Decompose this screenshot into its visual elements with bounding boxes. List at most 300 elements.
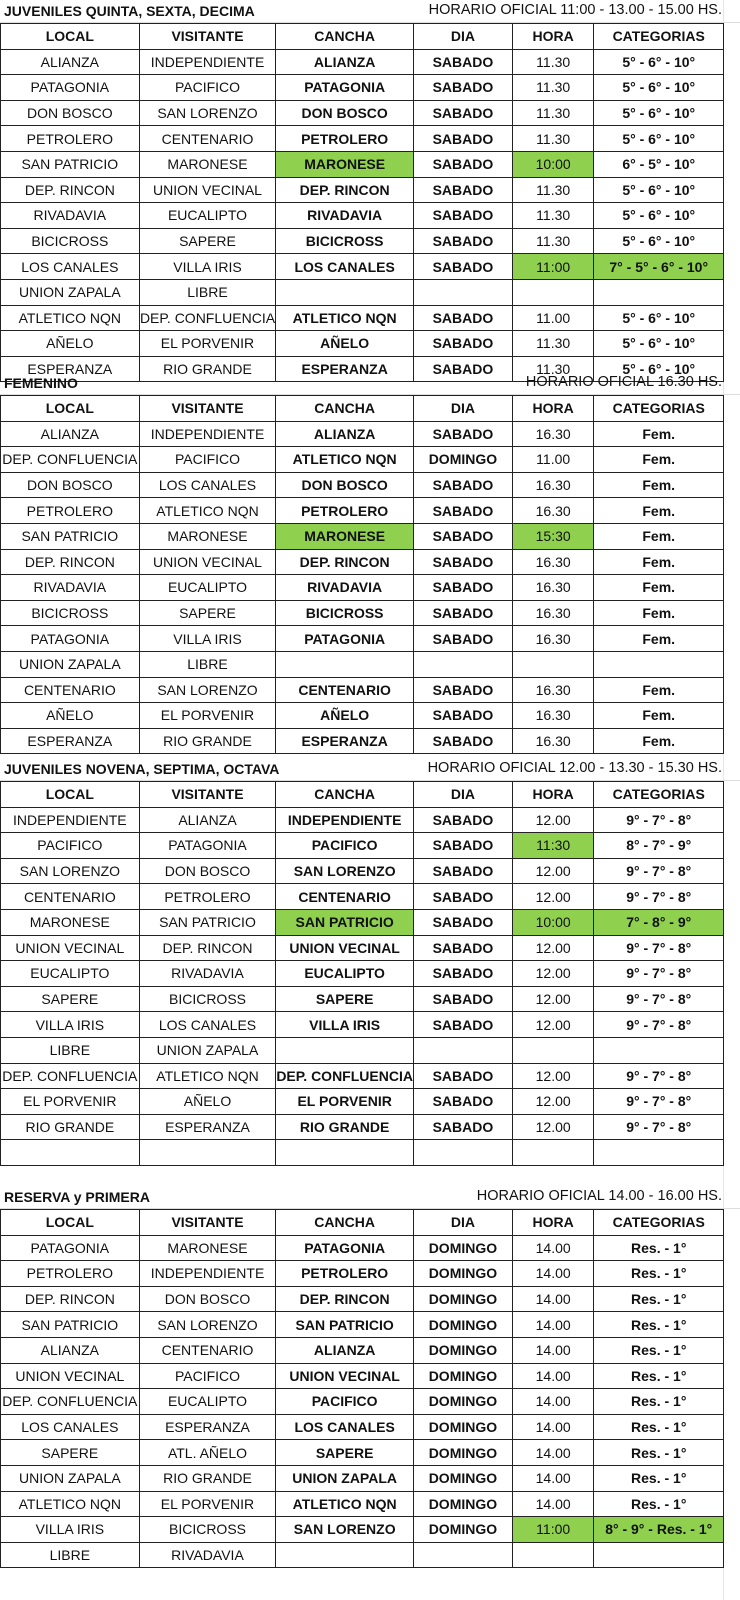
column-header-dia: DIA	[413, 24, 512, 50]
cell-visitante: BICICROSS	[139, 986, 276, 1012]
cell-dia: DOMINGO	[413, 1440, 512, 1466]
table-row	[1, 961, 724, 987]
table-row	[1, 1089, 724, 1115]
table-row	[1, 1517, 724, 1543]
cell-dia: SABADO	[413, 703, 512, 729]
cell-visitante: CENTENARIO	[139, 1337, 276, 1363]
section-title-bar	[0, 372, 740, 395]
cell-local: ATLETICO NQN	[1, 305, 140, 331]
cell-categorias: Res. - 1°	[594, 1235, 724, 1261]
cell-hora: 12.00	[512, 1012, 594, 1038]
cell-dia: DOMINGO	[413, 1465, 512, 1491]
cell-visitante: PATAGONIA	[139, 833, 276, 859]
cell-visitante: UNION VECINAL	[139, 549, 276, 575]
cell-local: DEP. RINCON	[1, 1286, 140, 1312]
cell-local: UNION ZAPALA	[1, 651, 140, 677]
cell-hora: 12.00	[512, 1114, 594, 1140]
column-header-categorias: CATEGORIAS	[594, 1210, 724, 1236]
cell-cancha: PETROLERO	[276, 498, 414, 524]
cell-categorias: 9° - 7° - 8°	[594, 1089, 724, 1115]
cell-categorias	[594, 1037, 724, 1063]
cell-categorias	[594, 651, 724, 677]
cell-categorias: 8° - 7° - 9°	[594, 833, 724, 859]
cell-visitante: VILLA IRIS	[139, 254, 276, 280]
cell-hora: 14.00	[512, 1363, 594, 1389]
cell-visitante: UNION ZAPALA	[139, 1037, 276, 1063]
column-header-visitante: VISITANTE	[139, 1210, 276, 1236]
cell-categorias: Res. - 1°	[594, 1414, 724, 1440]
cell-cancha: ATLETICO NQN	[276, 1491, 414, 1517]
cell-hora	[512, 1140, 594, 1166]
cell-cancha: DEP. CONFLUENCIA	[276, 1063, 414, 1089]
section-title-bar	[0, 0, 740, 23]
cell-visitante: DEP. CONFLUENCIA	[139, 305, 276, 331]
cell-cancha: MARONESE	[276, 523, 414, 549]
cell-dia: SABADO	[413, 884, 512, 910]
cell-local: PATAGONIA	[1, 626, 140, 652]
table-row	[1, 1312, 724, 1338]
cell-categorias: Res. - 1°	[594, 1491, 724, 1517]
cell-cancha: RIVADAVIA	[276, 203, 414, 229]
cell-visitante: PACIFICO	[139, 1363, 276, 1389]
cell-visitante: EUCALIPTO	[139, 575, 276, 601]
cell-cancha: EL PORVENIR	[276, 1089, 414, 1115]
cell-local: BICICROSS	[1, 228, 140, 254]
cell-cancha: LOS CANALES	[276, 254, 414, 280]
cell-hora: 12.00	[512, 858, 594, 884]
cell-dia: SABADO	[413, 728, 512, 754]
cell-categorias: Fem.	[594, 447, 724, 473]
schedule-section	[0, 372, 740, 754]
cell-local: DEP. RINCON	[1, 549, 140, 575]
cell-cancha: ALIANZA	[276, 421, 414, 447]
cell-categorias	[594, 279, 724, 305]
cell-visitante: UNION VECINAL	[139, 177, 276, 203]
cell-dia: SABADO	[413, 600, 512, 626]
cell-dia	[413, 1037, 512, 1063]
cell-categorias: Res. - 1°	[594, 1440, 724, 1466]
table-row	[1, 472, 724, 498]
cell-cancha: PETROLERO	[276, 1261, 414, 1287]
cell-local: PACIFICO	[1, 833, 140, 859]
column-header-cancha: CANCHA	[276, 782, 414, 808]
cell-categorias: Fem.	[594, 600, 724, 626]
cell-hora: 11.30	[512, 177, 594, 203]
cell-local: ALIANZA	[1, 1337, 140, 1363]
cell-visitante: PACIFICO	[139, 75, 276, 101]
section-title-bar	[0, 758, 740, 781]
table-row	[1, 1337, 724, 1363]
cell-categorias: 9° - 7° - 8°	[594, 807, 724, 833]
cell-visitante: ESPERANZA	[139, 1414, 276, 1440]
cell-local: CENTENARIO	[1, 884, 140, 910]
cell-dia	[413, 651, 512, 677]
cell-hora: 16.30	[512, 626, 594, 652]
cell-visitante: RIO GRANDE	[139, 728, 276, 754]
cell-local: PETROLERO	[1, 1261, 140, 1287]
cell-categorias: 5° - 6° - 10°	[594, 356, 724, 382]
cell-categorias: Fem.	[594, 498, 724, 524]
cell-categorias: Fem.	[594, 523, 724, 549]
cell-local: DEP. CONFLUENCIA	[1, 1389, 140, 1415]
table-row	[1, 884, 724, 910]
cell-categorias: 5° - 6° - 10°	[594, 75, 724, 101]
cell-dia: DOMINGO	[413, 1414, 512, 1440]
cell-visitante: AÑELO	[139, 1089, 276, 1115]
cell-dia: DOMINGO	[413, 1389, 512, 1415]
cell-categorias: 7° - 5° - 6° - 10°	[594, 254, 724, 280]
cell-visitante: RIVADAVIA	[139, 961, 276, 987]
cell-local: DEP. RINCON	[1, 177, 140, 203]
table-row	[1, 1261, 724, 1287]
column-header-cancha: CANCHA	[276, 396, 414, 422]
cell-categorias: 9° - 7° - 8°	[594, 1114, 724, 1140]
schedule-section	[0, 1186, 740, 1568]
cell-local: CENTENARIO	[1, 677, 140, 703]
cell-dia: SABADO	[413, 203, 512, 229]
table-row	[1, 807, 724, 833]
table-row	[1, 279, 724, 305]
table-row	[1, 909, 724, 935]
column-header-local: LOCAL	[1, 782, 140, 808]
cell-dia: DOMINGO	[413, 1337, 512, 1363]
cell-local: EL PORVENIR	[1, 1089, 140, 1115]
fixture-table	[0, 1209, 724, 1568]
cell-hora: 11.30	[512, 100, 594, 126]
cell-cancha: CENTENARIO	[276, 884, 414, 910]
cell-categorias	[594, 1542, 724, 1568]
cell-local: UNION VECINAL	[1, 1363, 140, 1389]
cell-cancha: VILLA IRIS	[276, 1012, 414, 1038]
cell-local: PETROLERO	[1, 126, 140, 152]
cell-local: SAN PATRICIO	[1, 151, 140, 177]
cell-categorias: 5° - 6° - 10°	[594, 203, 724, 229]
cell-hora: 16.30	[512, 677, 594, 703]
table-row	[1, 677, 724, 703]
table-row	[1, 1414, 724, 1440]
cell-cancha	[276, 1037, 414, 1063]
cell-hora: 11.30	[512, 75, 594, 101]
cell-categorias: 9° - 7° - 8°	[594, 935, 724, 961]
cell-cancha: DEP. RINCON	[276, 177, 414, 203]
table-row	[1, 728, 724, 754]
cell-hora: 14.00	[512, 1440, 594, 1466]
cell-visitante: LIBRE	[139, 651, 276, 677]
table-row	[1, 1389, 724, 1415]
cell-categorias: 5° - 6° - 10°	[594, 305, 724, 331]
cell-visitante: SAN LORENZO	[139, 1312, 276, 1338]
cell-hora: 14.00	[512, 1491, 594, 1517]
cell-visitante: SAPERE	[139, 228, 276, 254]
cell-cancha: DEP. RINCON	[276, 549, 414, 575]
table-row	[1, 1114, 724, 1140]
cell-cancha: ATLETICO NQN	[276, 447, 414, 473]
cell-dia: SABADO	[413, 100, 512, 126]
cell-visitante	[139, 1140, 276, 1166]
cell-hora: 12.00	[512, 1089, 594, 1115]
cell-visitante: RIO GRANDE	[139, 356, 276, 382]
cell-visitante: ATL. AÑELO	[139, 1440, 276, 1466]
cell-cancha: SAN LORENZO	[276, 1517, 414, 1543]
cell-cancha: PACIFICO	[276, 833, 414, 859]
cell-dia: SABADO	[413, 986, 512, 1012]
cell-categorias: Fem.	[594, 421, 724, 447]
cell-hora: 14.00	[512, 1337, 594, 1363]
table-row	[1, 651, 724, 677]
schedule-section	[0, 758, 740, 1166]
cell-categorias: 6° - 5° - 10°	[594, 151, 724, 177]
cell-categorias: Res. - 1°	[594, 1363, 724, 1389]
cell-dia: SABADO	[413, 1012, 512, 1038]
cell-dia: DOMINGO	[413, 1312, 512, 1338]
cell-visitante: MARONESE	[139, 523, 276, 549]
cell-categorias: 8° - 9° - Res. - 1°	[594, 1517, 724, 1543]
table-row	[1, 254, 724, 280]
table-row	[1, 1465, 724, 1491]
cell-cancha: PATAGONIA	[276, 1235, 414, 1261]
cell-categorias: 9° - 7° - 8°	[594, 986, 724, 1012]
cell-hora: 12.00	[512, 807, 594, 833]
cell-hora	[512, 1037, 594, 1063]
cell-visitante: PETROLERO	[139, 884, 276, 910]
cell-local: LOS CANALES	[1, 254, 140, 280]
section-title: FEMENINO	[4, 375, 78, 391]
cell-cancha: DON BOSCO	[276, 100, 414, 126]
cell-visitante: INDEPENDIENTE	[139, 421, 276, 447]
cell-cancha: AÑELO	[276, 703, 414, 729]
cell-cancha: BICICROSS	[276, 228, 414, 254]
cell-local: VILLA IRIS	[1, 1517, 140, 1543]
cell-hora: 11.30	[512, 203, 594, 229]
cell-hora	[512, 279, 594, 305]
cell-dia: SABADO	[413, 151, 512, 177]
cell-dia: SABADO	[413, 228, 512, 254]
cell-hora: 16.30	[512, 549, 594, 575]
cell-cancha: EUCALIPTO	[276, 961, 414, 987]
table-header-row	[1, 1210, 724, 1236]
table-row	[1, 549, 724, 575]
column-header-categorias: CATEGORIAS	[594, 24, 724, 50]
cell-local: SAPERE	[1, 1440, 140, 1466]
cell-categorias: Fem.	[594, 677, 724, 703]
cell-dia: SABADO	[413, 498, 512, 524]
cell-local: DON BOSCO	[1, 100, 140, 126]
cell-dia: SABADO	[413, 472, 512, 498]
cell-categorias: 9° - 7° - 8°	[594, 961, 724, 987]
cell-local: AÑELO	[1, 331, 140, 357]
cell-local: LIBRE	[1, 1037, 140, 1063]
cell-visitante: SAN LORENZO	[139, 677, 276, 703]
cell-visitante: ATLETICO NQN	[139, 498, 276, 524]
table-header-row	[1, 396, 724, 422]
cell-cancha: UNION VECINAL	[276, 1363, 414, 1389]
table-row	[1, 100, 724, 126]
cell-local: UNION VECINAL	[1, 935, 140, 961]
cell-local: DON BOSCO	[1, 472, 140, 498]
cell-visitante: EUCALIPTO	[139, 1389, 276, 1415]
cell-categorias: 9° - 7° - 8°	[594, 884, 724, 910]
cell-categorias: Fem.	[594, 626, 724, 652]
column-header-dia: DIA	[413, 1210, 512, 1236]
cell-dia: DOMINGO	[413, 1491, 512, 1517]
cell-dia: SABADO	[413, 677, 512, 703]
fixture-table	[0, 23, 724, 382]
cell-cancha: SAN LORENZO	[276, 858, 414, 884]
cell-local	[1, 1140, 140, 1166]
cell-hora: 14.00	[512, 1414, 594, 1440]
column-header-cancha: CANCHA	[276, 24, 414, 50]
cell-cancha	[276, 651, 414, 677]
cell-hora: 11.30	[512, 331, 594, 357]
cell-local: BICICROSS	[1, 600, 140, 626]
cell-cancha: ATLETICO NQN	[276, 305, 414, 331]
cell-dia: SABADO	[413, 549, 512, 575]
table-row	[1, 1491, 724, 1517]
cell-cancha: DEP. RINCON	[276, 1286, 414, 1312]
table-row	[1, 626, 724, 652]
cell-categorias: 7° - 8° - 9°	[594, 909, 724, 935]
cell-hora	[512, 651, 594, 677]
cell-local: MARONESE	[1, 909, 140, 935]
cell-visitante: ALIANZA	[139, 807, 276, 833]
cell-categorias: Fem.	[594, 728, 724, 754]
cell-visitante: RIO GRANDE	[139, 1465, 276, 1491]
cell-hora: 12.00	[512, 986, 594, 1012]
cell-visitante: EL PORVENIR	[139, 703, 276, 729]
table-row	[1, 600, 724, 626]
cell-categorias: Res. - 1°	[594, 1337, 724, 1363]
cell-cancha	[276, 279, 414, 305]
cell-local: ATLETICO NQN	[1, 1491, 140, 1517]
table-header-row	[1, 782, 724, 808]
column-header-visitante: VISITANTE	[139, 396, 276, 422]
official-schedule: HORARIO OFICIAL 11:00 - 13.00 - 15.00 HS.	[428, 2, 722, 18]
cell-dia: DOMINGO	[413, 1235, 512, 1261]
cell-local: RIVADAVIA	[1, 203, 140, 229]
table-row	[1, 523, 724, 549]
official-schedule: HORARIO OFICIAL 12.00 - 13.30 - 15.30 HS.	[427, 760, 722, 776]
cell-local: LOS CANALES	[1, 1414, 140, 1440]
cell-categorias: Fem.	[594, 472, 724, 498]
cell-cancha: PATAGONIA	[276, 626, 414, 652]
cell-local: RIO GRANDE	[1, 1114, 140, 1140]
cell-hora: 16.30	[512, 498, 594, 524]
section-title-bar	[0, 1186, 740, 1209]
cell-categorias: 9° - 7° - 8°	[594, 858, 724, 884]
cell-visitante: SAPERE	[139, 600, 276, 626]
cell-dia: DOMINGO	[413, 447, 512, 473]
cell-visitante: MARONESE	[139, 1235, 276, 1261]
cell-hora: 12.00	[512, 1063, 594, 1089]
cell-categorias: 9° - 7° - 8°	[594, 1063, 724, 1089]
cell-visitante: EL PORVENIR	[139, 1491, 276, 1517]
cell-local: SAPERE	[1, 986, 140, 1012]
cell-categorias: Fem.	[594, 549, 724, 575]
cell-local: UNION ZAPALA	[1, 279, 140, 305]
cell-hora: 16.30	[512, 421, 594, 447]
cell-hora: 14.00	[512, 1465, 594, 1491]
column-header-hora: HORA	[512, 782, 594, 808]
cell-categorias: 5° - 6° - 10°	[594, 331, 724, 357]
table-row	[1, 858, 724, 884]
cell-cancha	[276, 1140, 414, 1166]
cell-hora: 12.00	[512, 884, 594, 910]
cell-dia: DOMINGO	[413, 1517, 512, 1543]
cell-visitante: VILLA IRIS	[139, 626, 276, 652]
table-row	[1, 575, 724, 601]
cell-cancha: CENTENARIO	[276, 677, 414, 703]
cell-local: LIBRE	[1, 1542, 140, 1568]
cell-dia: DOMINGO	[413, 1261, 512, 1287]
column-header-dia: DIA	[413, 396, 512, 422]
table-row	[1, 75, 724, 101]
table-row	[1, 1063, 724, 1089]
cell-local: SAN PATRICIO	[1, 1312, 140, 1338]
table-row	[1, 1542, 724, 1568]
column-header-cancha: CANCHA	[276, 1210, 414, 1236]
cell-dia	[413, 279, 512, 305]
cell-hora: 11.00	[512, 447, 594, 473]
cell-local: PATAGONIA	[1, 1235, 140, 1261]
cell-hora: 11.30	[512, 49, 594, 75]
cell-categorias: 5° - 6° - 10°	[594, 100, 724, 126]
cell-dia: SABADO	[413, 177, 512, 203]
cell-categorias: 5° - 6° - 10°	[594, 177, 724, 203]
cell-visitante: CENTENARIO	[139, 126, 276, 152]
cell-cancha: PACIFICO	[276, 1389, 414, 1415]
cell-visitante: BICICROSS	[139, 1517, 276, 1543]
column-header-categorias: CATEGORIAS	[594, 782, 724, 808]
cell-cancha: SAN PATRICIO	[276, 1312, 414, 1338]
cell-visitante: INDEPENDIENTE	[139, 49, 276, 75]
column-header-visitante: VISITANTE	[139, 782, 276, 808]
cell-cancha: SAPERE	[276, 986, 414, 1012]
official-schedule: HORARIO OFICIAL 14.00 - 16.00 HS.	[476, 1188, 722, 1204]
cell-dia: SABADO	[413, 356, 512, 382]
table-row	[1, 986, 724, 1012]
column-header-categorias: CATEGORIAS	[594, 396, 724, 422]
cell-dia: SABADO	[413, 331, 512, 357]
cell-local: DEP. CONFLUENCIA	[1, 1063, 140, 1089]
cell-categorias: Res. - 1°	[594, 1261, 724, 1287]
cell-cancha: RIVADAVIA	[276, 575, 414, 601]
table-row	[1, 331, 724, 357]
cell-visitante: EL PORVENIR	[139, 331, 276, 357]
cell-visitante: LIBRE	[139, 279, 276, 305]
cell-dia: SABADO	[413, 1063, 512, 1089]
table-row	[1, 151, 724, 177]
cell-categorias	[594, 1140, 724, 1166]
cell-cancha: DON BOSCO	[276, 472, 414, 498]
cell-hora: 11:30	[512, 833, 594, 859]
cell-visitante: MARONESE	[139, 151, 276, 177]
cell-dia: SABADO	[413, 858, 512, 884]
table-row	[1, 1012, 724, 1038]
cell-categorias: Res. - 1°	[594, 1286, 724, 1312]
cell-categorias: Fem.	[594, 575, 724, 601]
cell-visitante: ESPERANZA	[139, 1114, 276, 1140]
cell-cancha: INDEPENDIENTE	[276, 807, 414, 833]
cell-cancha: RIO GRANDE	[276, 1114, 414, 1140]
table-row	[1, 1140, 724, 1166]
table-header-row	[1, 24, 724, 50]
table-row	[1, 228, 724, 254]
cell-dia: SABADO	[413, 626, 512, 652]
cell-categorias: Res. - 1°	[594, 1312, 724, 1338]
table-row	[1, 1037, 724, 1063]
cell-hora: 16.30	[512, 703, 594, 729]
cell-dia: DOMINGO	[413, 1363, 512, 1389]
